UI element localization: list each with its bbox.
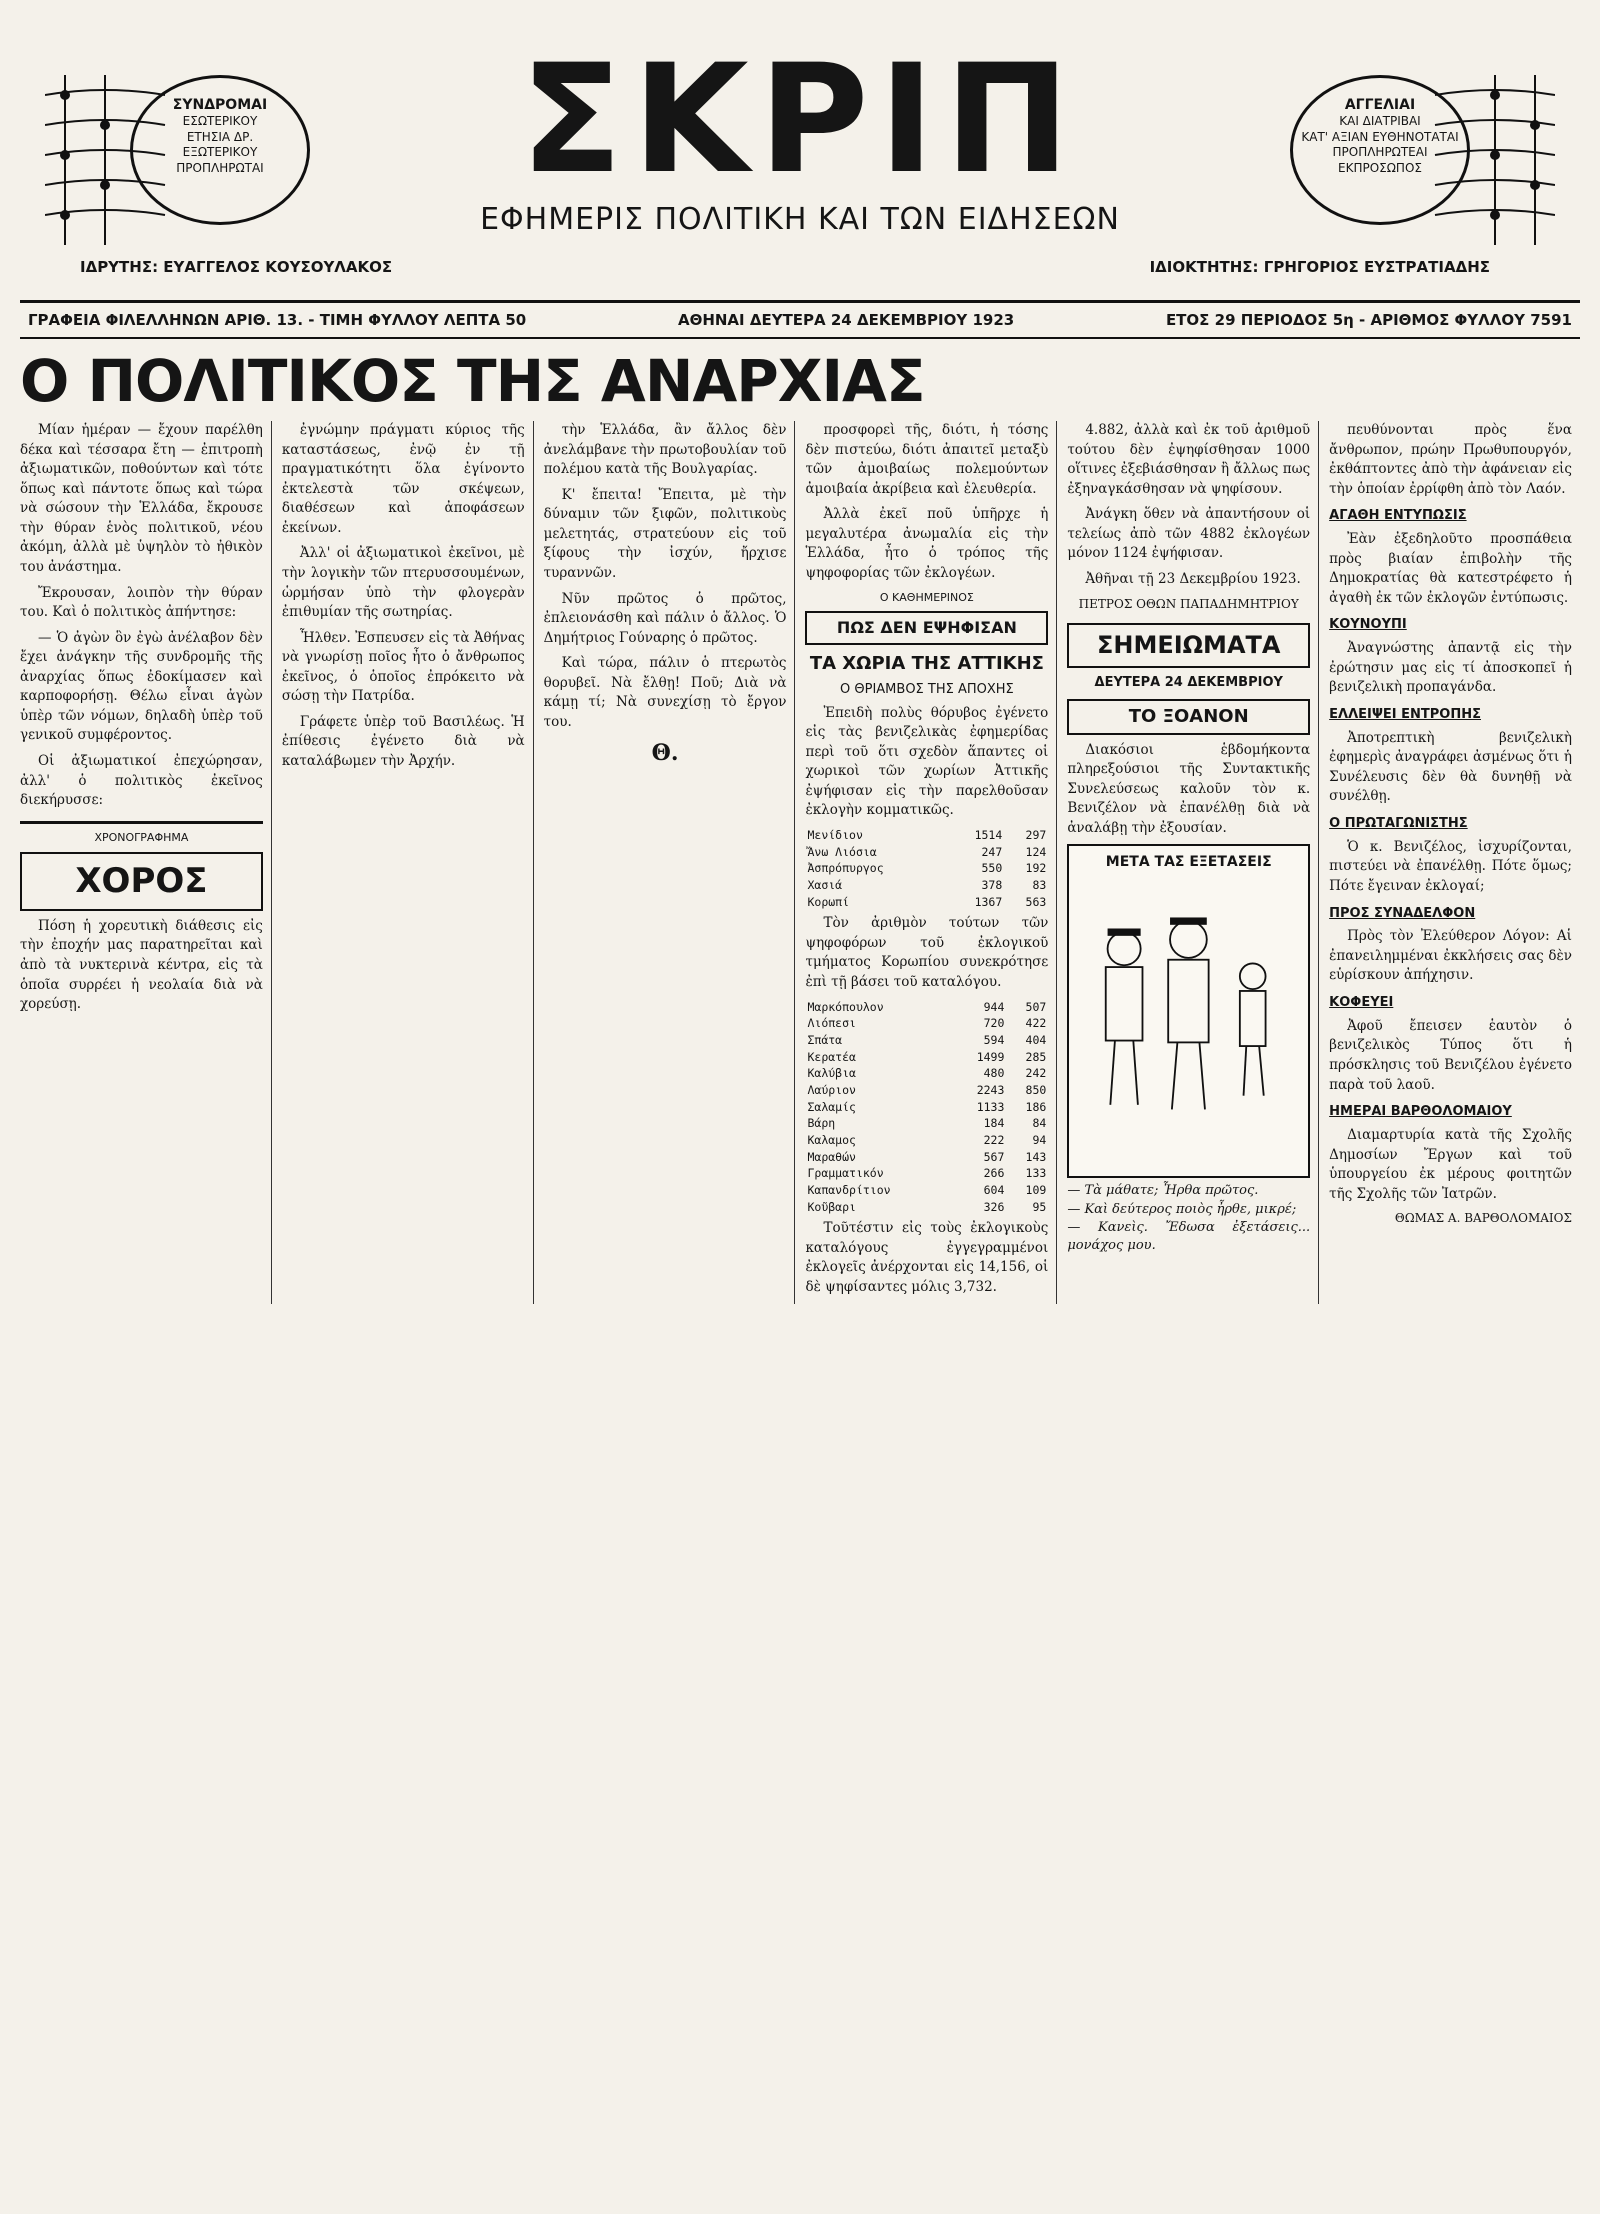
section-title: ΕΛΛΕΙΨΕΙ ΕΝΤΡΟΠΗΣ bbox=[1329, 706, 1481, 722]
table-row bbox=[805, 1199, 1048, 1216]
paragraph: τὴν Ἑλλάδα, ἂν ἄλλος δὲν ἀνελάμβανε τὴν πρωτοβουλίαν τοῦ πολέμου κατὰ τῆς Βουλγαρίας. bbox=[543, 422, 787, 478]
column-1 bbox=[20, 421, 272, 1304]
table-cell-place: Λιόπεσι bbox=[807, 1016, 856, 1031]
table-row bbox=[805, 860, 1048, 877]
paragraph: Ἦλθεν. Ἐσπευσεν εἰς τὰ Ἀθήνας νὰ γνωρίσῃ ποῖος ἦτο ὁ ἄνθρωπος ἐκεῖνος, ὁ ὁποῖος ἐπρόκειτο νὰ σώσῃ τὴν Πατρίδα. bbox=[281, 629, 525, 705]
advertisements-stamp bbox=[1290, 75, 1470, 225]
table-cell-voters: 378 bbox=[981, 877, 1003, 892]
paragraph: Ὁ κ. Βενιζέλος, ἰσχυρίζονται, πιστεύει νὰ ἐπανέλθῃ. Πότε ὅμως; Πότε ἔγειναν ἐκλογαί; bbox=[1329, 838, 1572, 894]
table-cell-voters: 2243 bbox=[976, 1082, 1005, 1097]
table-row bbox=[805, 894, 1048, 911]
owner-line: ΙΔΙΟΚΤΗΤΗΣ: ΓΡΗΓΟΡΙΟΣ ΕΥΣΤΡΑΤΙΑΔΗΣ bbox=[1149, 258, 1490, 276]
paragraph: — Ὁ ἀγὼν ὃν ἐγὼ ἀνέλαβον δὲν ἔχει ἀνάγκην τῆς συνδρομῆς τῆς ἀναρχίας ὅπως ἐδοκίμασεν καὶ καρποφορήσῃ. Θέλω εἶναι ἀγὼν ὑπὲρ τῶν νόμων, δηλαδὴ ὑπὲρ τοῦ γενικοῦ συμφέροντος. bbox=[20, 629, 263, 744]
paragraph: Καὶ τώρα, πάλιν ὁ πτερωτὸς θορυβεῖ. Νὰ ἔλθῃ! Ποῦ; Διὰ νὰ κάμῃ τί; Νὰ συνεχίσῃ τὸ ἔργον του. bbox=[543, 655, 787, 730]
table-cell-voted: 850 bbox=[1025, 1082, 1047, 1097]
table-row bbox=[805, 1115, 1048, 1132]
paragraph: Ἀλλ' οἱ ἀξιωματικοὶ ἐκεῖνοι, μὲ τὴν λογικὴν τῶν πτερυσσουμένων, ὡρμήσαν ὑπὸ τὴν φλογερὰν ἐπιθυμίαν τῆς σωτηρίας. bbox=[281, 545, 525, 621]
column-5 bbox=[1067, 421, 1319, 1304]
table-cell-place: Μαραθών bbox=[807, 1149, 856, 1164]
table-row bbox=[805, 1065, 1048, 1082]
stamp-line: ΕΤΗΣΙΑ ΔΡ. bbox=[186, 129, 254, 144]
masthead bbox=[20, 20, 1580, 303]
table-cell-voted: 95 bbox=[1032, 1199, 1047, 1214]
votes-table-2 bbox=[805, 999, 1048, 1216]
subscriptions-stamp bbox=[130, 75, 310, 225]
table-cell-voted: 94 bbox=[1032, 1132, 1047, 1147]
cartoon-caption bbox=[1067, 1182, 1310, 1255]
table-cell-place: Λαύριον bbox=[807, 1082, 856, 1097]
table-cell-voted: 192 bbox=[1025, 861, 1047, 876]
paragraph: Ἐὰν ἐξεδηλοῦτο προσπάθεια πρὸς βιαίαν ἐπιβολὴν τῆς Δημοκρατίας θὰ κατεστρέφετο ἡ ἀγαθὴ ἐκ τῶν ἐκλογῶν ἐντύπωσις. bbox=[1329, 531, 1572, 606]
founder-line: ΙΔΡΥΤΗΣ: ΕΥΑΓΓΕΛΟΣ ΚΟΥΣΟΥΛΑΚΟΣ bbox=[80, 258, 393, 276]
table-cell-voters: 480 bbox=[983, 1066, 1005, 1081]
table-row bbox=[805, 1149, 1048, 1166]
table-row bbox=[805, 1182, 1048, 1199]
paragraph: Ἀποτρεπτικὴ βενιζελικὴ ἐφημερὶς ἀναγράφει ἀσμένως ὅτι ἡ Συνέλευσις δὲν θὰ δυνηθῇ νὰ συνέλθῃ. bbox=[1329, 729, 1572, 805]
table-cell-voters: 720 bbox=[983, 1016, 1005, 1031]
paragraph: Πόση ἡ χορευτικὴ διάθεσις εἰς τὴν ἐποχήν μας παρατηρεῖται καὶ ἀπὸ τὰ νυκτερινὰ κέντρα, εἰς τὰ ὁποῖα συρρέει ἡ νεολαία διὰ νὰ χορεύσῃ. bbox=[20, 917, 263, 1013]
table-cell-voters: 184 bbox=[983, 1116, 1005, 1131]
caption-line: — Τὰ μάθατε; Ἦρθα πρῶτος. bbox=[1067, 1183, 1259, 1199]
table-cell-voted: 422 bbox=[1025, 1016, 1047, 1031]
table-cell-voters: 266 bbox=[983, 1166, 1005, 1181]
paragraph: Κ' ἔπειτα! Ἔπειτα, μὲ τὴν δύναμιν τῶν ξιφῶν, πολιτικοὺς μελετητάς, στρατεύουν εἰς τοῦ ξίφους τὴν ἰσχύν, ἤρχισε τυραννῶν. bbox=[543, 486, 787, 581]
table-row bbox=[805, 1099, 1048, 1116]
section-title: ΗΜΕΡΑΙ ΒΑΡΘΟΛΟΜΑΙΟΥ bbox=[1329, 1104, 1512, 1120]
table-row bbox=[805, 1015, 1048, 1032]
table-row bbox=[805, 877, 1048, 894]
table-cell-voters: 604 bbox=[983, 1182, 1005, 1197]
table-cell-voted: 186 bbox=[1025, 1099, 1047, 1114]
stamp-title: ΑΓΓΕΛΙΑΙ bbox=[1344, 97, 1416, 113]
section-title: ΠΡΟΣ ΣΥΝΑΔΕΛΦΟΝ bbox=[1329, 905, 1476, 921]
table-cell-place: Μενίδιον bbox=[807, 827, 863, 842]
table-cell-voted: 242 bbox=[1025, 1066, 1047, 1081]
table-row bbox=[805, 1132, 1048, 1149]
table-cell-voters: 222 bbox=[983, 1132, 1005, 1147]
caption-line: — Καὶ δεύτερος ποιὸς ἦρθε, μικρέ; bbox=[1067, 1201, 1297, 1217]
cartoon-drawing bbox=[1069, 873, 1308, 1153]
caption-line: — Κανεὶς. Ἔδωσα ἐξετάσεις... μονάχος μου. bbox=[1067, 1219, 1311, 1253]
table-cell-voters: 247 bbox=[981, 844, 1003, 859]
column-3 bbox=[544, 421, 796, 1304]
box-title-2: ΤΑ ΧΩΡΙΑ ΤΗΣ ΑΤΤΙΚΗΣ bbox=[809, 652, 1044, 674]
table-cell-place: Κερατέα bbox=[807, 1049, 856, 1064]
column-4 bbox=[805, 421, 1057, 1304]
table-cell-place: Ἄνω Λιόσια bbox=[807, 844, 877, 859]
table-cell-place: Καπανδρίτιον bbox=[807, 1182, 891, 1197]
table-cell-voters: 550 bbox=[981, 861, 1003, 876]
table-cell-voters: 1133 bbox=[976, 1099, 1005, 1114]
table-cell-voted: 109 bbox=[1025, 1182, 1047, 1197]
notes-title: ΣΗΜΕΙΩΜΑΤΑ bbox=[1067, 623, 1310, 668]
paragraph: Ἀναγνώστης ἀπαντᾷ εἰς τὴν ἐρώτησιν μας εἰς τί ἀποσκοπεῖ ἡ βενιζελικὴ προπαγάνδα. bbox=[1329, 640, 1572, 696]
table-cell-voted: 563 bbox=[1025, 894, 1047, 909]
table-row bbox=[805, 1049, 1048, 1066]
table-cell-place: Κοῦβαρι bbox=[807, 1199, 856, 1214]
table-cell-voted: 83 bbox=[1032, 877, 1047, 892]
table-cell-place: Σαλαμίς bbox=[807, 1099, 856, 1114]
table-cell-place: Χασιά bbox=[807, 877, 843, 892]
table-cell-voters: 1367 bbox=[974, 894, 1003, 909]
article-signature: ΘΩΜΑΣ Α. ΒΑΡΘΟΛΟΜΑΙΟΣ bbox=[1394, 1211, 1572, 1226]
info-bar bbox=[20, 303, 1580, 339]
stamp-line: ΚΑΤ' ΑΞΙΑΝ ΕΥΘΗΝΟΤΑΤΑΙ bbox=[1301, 129, 1459, 144]
paragraph: Ἀφοῦ ἔπεισεν ἑαυτὸν ὁ βενιζελικὸς Τύπος ὅτι ἡ πρόσκλησις τοῦ Βενιζέλου ἐγένετο παρὰ τοῦ λαοῦ. bbox=[1329, 1017, 1572, 1093]
stamp-line: ΕΞΩΤΕΡΙΚΟΥ bbox=[182, 145, 258, 160]
table-cell-voted: 404 bbox=[1025, 1032, 1047, 1047]
paragraph: ἐγνώμην πράγματι κύριος τῆς καταστάσεως, ἐνῷ ἐν τῇ πραγματικότητι ὅλα ἐγίνοντο ἐκτελεστὰ τῶν σκέψεων, διαθέσεων καὶ ἀποφάσεων ἐκείνων. bbox=[281, 422, 525, 536]
notes-day: ΔΕΥΤΕΡΑ 24 ΔΕΚΕΜΒΡΙΟΥ bbox=[1094, 674, 1283, 690]
article-signature: ΠΕΤΡΟΣ ΟΘΩΝ ΠΑΠΑΔΗΜΗΤΡΙΟΥ bbox=[1078, 596, 1299, 611]
paragraph: Γράφετε ὑπὲρ τοῦ Βασιλέως. Ἡ ἐπίθεσις ἐγένετο διὰ νὰ καταλάβωμεν τὴν Ἀρχήν. bbox=[281, 713, 525, 769]
paragraph: πευθύνονται πρὸς ἕνα ἄνθρωπον, πρώην Πρωθυπουργόν, ἐκθάπτοντες ἀπὸ τὴν ἀφάνειαν εἰς τὴν ὁποίαν ἐρρίφθη ἀπὸ τὸν Λαόν. bbox=[1329, 422, 1572, 497]
table-row bbox=[805, 1165, 1048, 1182]
newspaper-page bbox=[20, 20, 1580, 2174]
chronicle-kicker: ΧΡΟΝΟΓΡΑΦΗΜΑ bbox=[94, 830, 189, 844]
section-title: ΚΟΥΝΟΥΠΙ bbox=[1329, 617, 1407, 633]
table-row bbox=[805, 1032, 1048, 1049]
table-cell-place: Ἀσπρόπυργος bbox=[807, 861, 884, 876]
table-cell-place: Γραμματικόν bbox=[807, 1166, 884, 1181]
issue-number: ΕΤΟΣ 29 ΠΕΡΙΟΔΟΣ 5η - ΑΡΙΘΜΟΣ ΦΥΛΛΟΥ 7591 bbox=[1165, 311, 1572, 329]
paragraph: Τοῦτέστιν εἰς τοὺς ἐκλογικοὺς καταλόγους ἐγγεγραμμένοι ἐκλογεῖς ἀνέρχονται εἰς 14,156, οἱ δὲ ψηφίσαντες μόλις 3,732. bbox=[805, 1220, 1049, 1295]
stamp-line: ΠΡΟΠΛΗΡΩΤΕΑΙ bbox=[1332, 145, 1428, 160]
main-headline: Ο ΠΟΛΙΤΙΚΟΣ ΤΗΣ ΑΝΑΡΧΙΑΣ bbox=[20, 347, 925, 415]
cartoon bbox=[1067, 844, 1310, 1178]
votes-table-1 bbox=[805, 827, 1048, 910]
article-signature: Θ. bbox=[651, 740, 679, 767]
paragraph: Ἀλλὰ ἐκεῖ ποῦ ὑπῆρχε ἡ μεγαλυτέρα ἀνωμαλία εἰς τὴν Ἑλλάδα, ἦτο ὁ τρόπος τῆς ψηφοφορίας τῶν ἐκλογέων. bbox=[805, 506, 1049, 581]
chronicle-title: ΧΟΡΟΣ bbox=[20, 852, 263, 911]
section-title: Ο ΠΡΩΤΑΓΩΝΙΣΤΗΣ bbox=[1329, 815, 1468, 831]
paragraph: Μίαν ἡμέραν — ἔχουν παρέλθη δέκα καὶ τέσσαρα ἔτη — ἐπιτροπὴ ἀξιωματικῶν, ποθούντων καὶ τότε ὅπως καὶ πάντοτε ὅπως καὶ τώρα νὰ σώσουν τὴν Ἑλλάδα, ἔκρουσε τὴν θύραν ἑνὸς πολιτικοῦ, νέου ἀκόμη, ἀλλὰ μὲ ὑψηλὸν τὸ ἠθικὸν του ἀνάστημα. bbox=[20, 422, 263, 575]
stamp-line: ΚΑΙ ΔΙΑΤΡΙΒΑΙ bbox=[1339, 114, 1421, 129]
column-2 bbox=[282, 421, 534, 1304]
paragraph: Διακόσιοι ἑβδομήκοντα πληρεξούσιοι τῆς Συντακτικῆς Συνελεύσεως καλοῦν τὸν κ. Βενιζέλον νὰ ἐπανέλθῃ διὰ νὰ ἀναλάβῃ τὴν ἐξουσίαν. bbox=[1067, 741, 1311, 836]
table-row bbox=[805, 827, 1048, 844]
table-cell-place: Βάρη bbox=[807, 1116, 836, 1131]
table-cell-voted: 143 bbox=[1025, 1149, 1047, 1164]
table-cell-voters: 1499 bbox=[976, 1049, 1005, 1064]
stamp-line: ΠΡΟΠΛΗΡΩΤΑΙ bbox=[176, 160, 264, 175]
stamp-title: ΣΥΝΔΡΟΜΑΙ bbox=[172, 97, 268, 113]
notes-heading: ΤΟ ΞΟΑΝΟΝ bbox=[1067, 699, 1310, 735]
table-row bbox=[805, 999, 1048, 1016]
table-cell-voted: 297 bbox=[1025, 827, 1047, 842]
stamp-line: ΕΚΠΡΟΣΩΠΟΣ bbox=[1338, 160, 1422, 175]
table-cell-place: Μαρκόπουλον bbox=[807, 999, 884, 1014]
chronicle-section bbox=[20, 821, 263, 1015]
offices-price: ΓΡΑΦΕΙΑ ΦΙΛΕΛΛΗΝΩΝ ΑΡΙΘ. 13. - ΤΙΜΗ ΦΥΛΛΟΥ ΛΕΠΤΑ 50 bbox=[28, 311, 527, 329]
table-cell-voted: 133 bbox=[1025, 1166, 1047, 1181]
column-6 bbox=[1329, 421, 1580, 1304]
table-cell-place: Καλύβια bbox=[807, 1066, 856, 1081]
box-subtitle: Ο ΘΡΙΑΜΒΟΣ ΤΗΣ ΑΠΟΧΗΣ bbox=[840, 681, 1014, 697]
table-cell-place: Καλαμος bbox=[807, 1132, 856, 1147]
table-row bbox=[805, 844, 1048, 861]
table-cell-place: Σπάτα bbox=[807, 1032, 843, 1047]
stamp-line: ΕΣΩΤΕΡΙΚΟΥ bbox=[182, 114, 258, 129]
paragraph: Οἱ ἀξιωματικοί ἐπεχώρησαν, ἀλλ' ὁ πολιτικὸς ἐκεῖνος διεκήρυσσε: bbox=[20, 753, 263, 809]
paragraph: Πρὸς τὸν Ἐλεύθερον Λόγον: Αἱ ἐπανειλημμέναι ἐκκλήσεις σας δὲν εὑρίσκουν ἀπήχησιν. bbox=[1329, 928, 1572, 984]
paragraph: Διαμαρτυρία κατὰ τῆς Σχολῆς Δημοσίων Ἔργων καὶ τοῦ ὑπουργείου ἐκ μέρους φοιτητῶν τῆς Σχολῆς τῶν Ἰατρῶν. bbox=[1329, 1126, 1572, 1202]
paragraph: 4.882, ἀλλὰ καὶ ἐκ τοῦ ἀριθμοῦ τούτου δὲν ἐψηφίσθησαν 1000 οἵτινες ἐξεβιάσθησαν ἢ ἄλλως πως ἐξηναγκάσθησαν νὰ ψηφίσουν. bbox=[1067, 422, 1311, 497]
table-cell-voted: 507 bbox=[1025, 999, 1047, 1014]
table-cell-voters: 326 bbox=[983, 1199, 1005, 1214]
issue-date: ΑΘΗΝΑΙ ΔΕΥΤΕΡΑ 24 ΔΕΚΕΜΒΡΙΟΥ 1923 bbox=[677, 311, 1015, 329]
table-cell-place: Κορωπί bbox=[807, 894, 850, 909]
paragraph: Ἀθῆναι τῇ 23 Δεκεμβρίου 1923. bbox=[1085, 570, 1301, 587]
table-cell-voted: 84 bbox=[1032, 1116, 1047, 1131]
paragraph: Ἀνάγκη ὅθεν νὰ ἀπαντήσουν οἱ τελείως ἀπὸ τῶν 4882 ἐκλογέων μόνον 1124 ἐψήφισαν. bbox=[1067, 506, 1311, 562]
newspaper-logo: ΣΚΡΙΠ bbox=[520, 33, 1080, 207]
section-title: ΚΟΦΕΥΕΙ bbox=[1329, 995, 1394, 1011]
table-cell-voted: 285 bbox=[1025, 1049, 1047, 1064]
table-cell-voted: 124 bbox=[1025, 844, 1047, 859]
paragraph: προσφορεὶ τῆς, διότι, ἡ τόσης δὲν πιστεύω, διότι ἀπαιτεῖ μεταξὺ τῶν ἀμοιβαίως πολεμούντων ἀμοιβαία ἀκρίβεια καὶ ἐλευθερία. bbox=[805, 422, 1049, 497]
table-row bbox=[805, 1082, 1048, 1099]
table-cell-voters: 567 bbox=[983, 1149, 1005, 1164]
paragraph: Νῦν πρῶτος ὁ πρῶτος, ἐπλειονάσθη καὶ πάλιν ὁ ἄλλος. Ὁ Δημήτριος Γούναρης ὁ πρῶτος. bbox=[543, 590, 787, 646]
table-cell-voters: 1514 bbox=[974, 827, 1003, 842]
box-kicker: Ο ΚΑΘΗΜΕΡΙΝΟΣ bbox=[879, 590, 974, 604]
paragraph: Ἐπειδὴ πολὺς θόρυβος ἐγένετο εἰς τὰς βενιζελικὰς ἐφημερίδας περὶ τοῦ ὅτι σχεδὸν ἅπαντες οἱ χωρικοὶ τῶν χωρίων Ἀττικῆς ἐψήφισαν εἰς τὴν παρελθοῦσαν ἐκλογὴν κομματικῶς. bbox=[805, 704, 1049, 819]
paragraph: Ἔκρουσαν, λοιπὸν τὴν θύραν του. Καὶ ὁ πολιτικὸς ἀπήντησε: bbox=[20, 584, 263, 621]
paragraph: Τὸν ἀριθμὸν τούτων τῶν ψηφοφόρων τοῦ ἐκλογικοῦ τμήματος Κορωπίου συνεκρότησε ἐπὶ τῇ βάσει τοῦ καταλόγου. bbox=[805, 915, 1049, 990]
newspaper-subtitle: ΕΦΗΜΕΡΙΣ ΠΟΛΙΤΙΚΗ ΚΑΙ ΤΩΝ ΕΙΔΗΣΕΩΝ bbox=[480, 202, 1120, 237]
cartoon-title: ΜΕΤΑ ΤΑΣ ΕΞΕΤΑΣΕΙΣ bbox=[1105, 854, 1272, 871]
article-columns bbox=[20, 421, 1580, 1304]
table-cell-voters: 944 bbox=[983, 999, 1005, 1014]
box-title: ΠΩΣ ΔΕΝ ΕΨΗΦΙΣΑΝ bbox=[805, 611, 1048, 644]
table-cell-voters: 594 bbox=[983, 1032, 1005, 1047]
section-title: ΑΓΑΘΗ ΕΝΤΥΠΩΣΙΣ bbox=[1329, 508, 1467, 524]
